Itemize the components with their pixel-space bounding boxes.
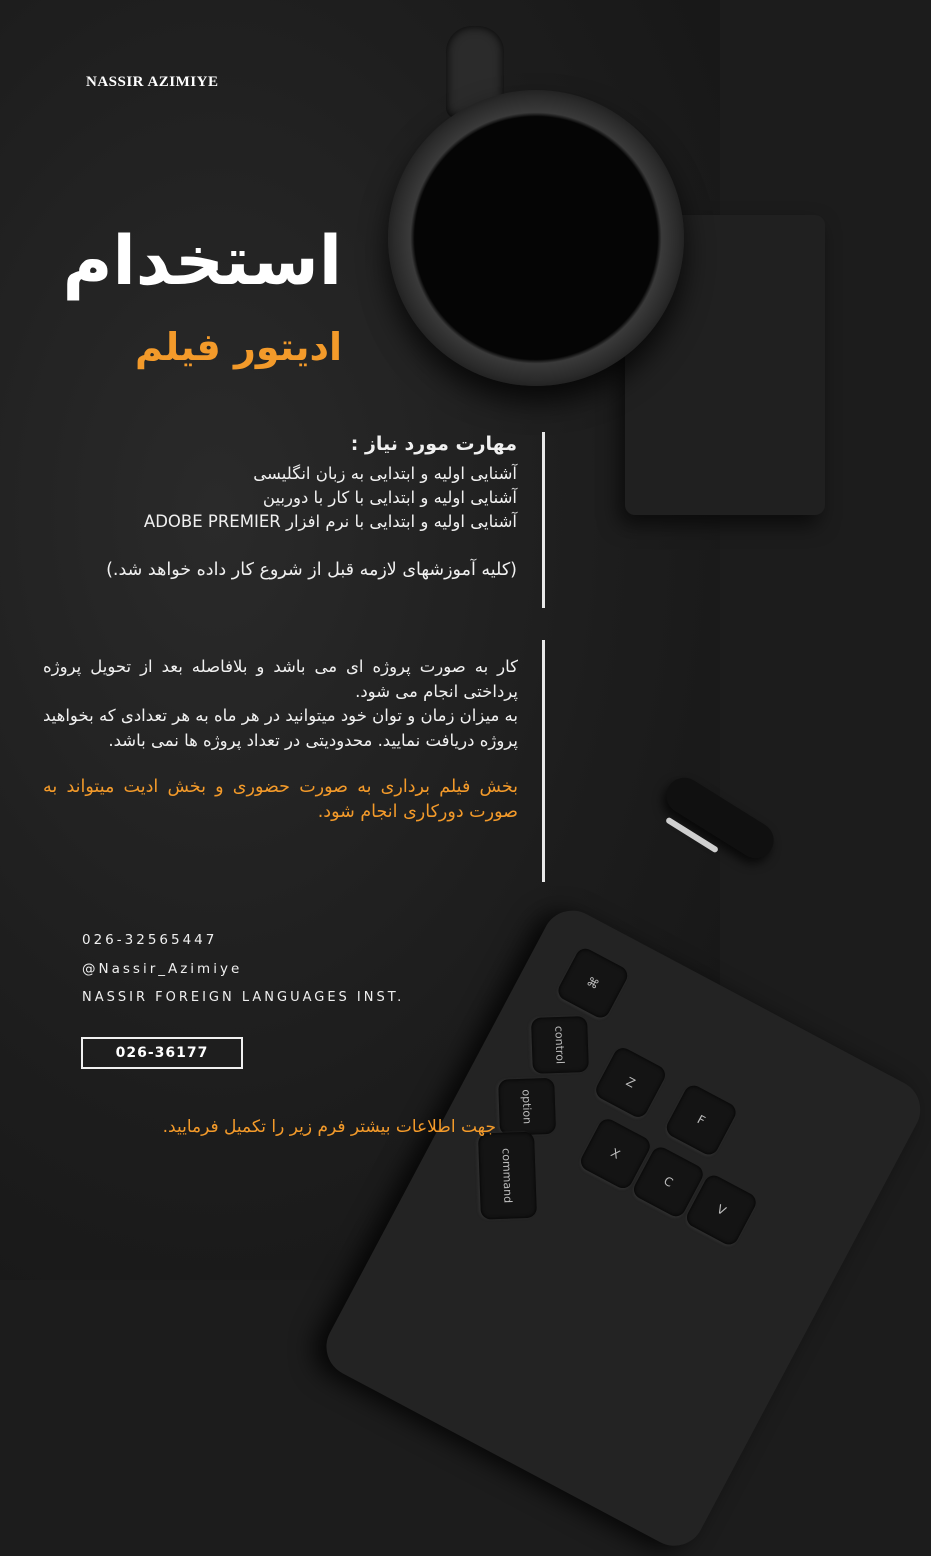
keyboard-key-control: control [531, 1016, 589, 1074]
page-title: استخدام [62, 222, 342, 301]
skill-item: آشنایی اولیه و ابتدایی با نرم افزار ADOBE PREMIER [143, 512, 517, 531]
skill-item: آشنایی اولیه و ابتدایی با کار با دوربین [262, 488, 517, 507]
keyboard-key-x: X [578, 1116, 654, 1192]
footer-call-to-action: جهت اطلاعات بیشتر فرم زیر را تکمیل فرمایید. [162, 1117, 496, 1137]
work-divider-line [542, 640, 545, 882]
work-paragraph-payment: کار به صورت پروژه ای می باشد و بلافاصله بعد از تحویل پروژه پرداختی انجام می شود. [43, 657, 518, 701]
work-highlight: بخش فیلم برداری به صورت حضوری و بخش ادیت میتواند به صورت دورکاری انجام شود. [43, 777, 518, 822]
keyboard-image [316, 900, 931, 1556]
skills-heading: مهارت مورد نیاز : [350, 433, 517, 455]
keyboard-key-option: option [498, 1078, 556, 1136]
pen-image [660, 771, 781, 865]
keyboard-key-z: Z [593, 1045, 669, 1121]
skill-item: آشنایی اولیه و ابتدایی به زبان انگلیسی [253, 464, 517, 483]
keyboard-key-v: V [683, 1172, 759, 1248]
keyboard-key-f: F [663, 1082, 739, 1158]
brand-name: NASSIR AZIMIYE [86, 74, 219, 90]
keyboard-key-command: command [478, 1132, 537, 1220]
keyboard-key-c: C [630, 1144, 706, 1220]
phone-number-box: 026-36177 [81, 1037, 243, 1069]
skills-section [57, 432, 517, 582]
contact-instagram: @Nassir_Azimiye [82, 961, 243, 977]
skills-note: (کلیه آموزشهای لازمه قبل از شروع کار داده خواهد شد.) [106, 560, 517, 580]
work-paragraph-volume: به میزان زمان و توان خود میتوانید در هر ماه به هر تعدادی که بخواهید پروژه دریافت نمایید. محدودیتی در تعداد پروژه ها نمی باشد. [43, 706, 518, 750]
skills-divider-line [542, 432, 545, 608]
coffee-cup-image [388, 90, 684, 386]
keyboard-key-globe-icon: ⌘ [555, 945, 631, 1021]
contact-institute: NASSIR FOREIGN LANGUAGES INST. [82, 990, 405, 1005]
page-subtitle: ادیتور فیلم [135, 325, 342, 369]
contact-phone: 026-32565447 [82, 932, 218, 948]
work-conditions-section [43, 655, 518, 824]
